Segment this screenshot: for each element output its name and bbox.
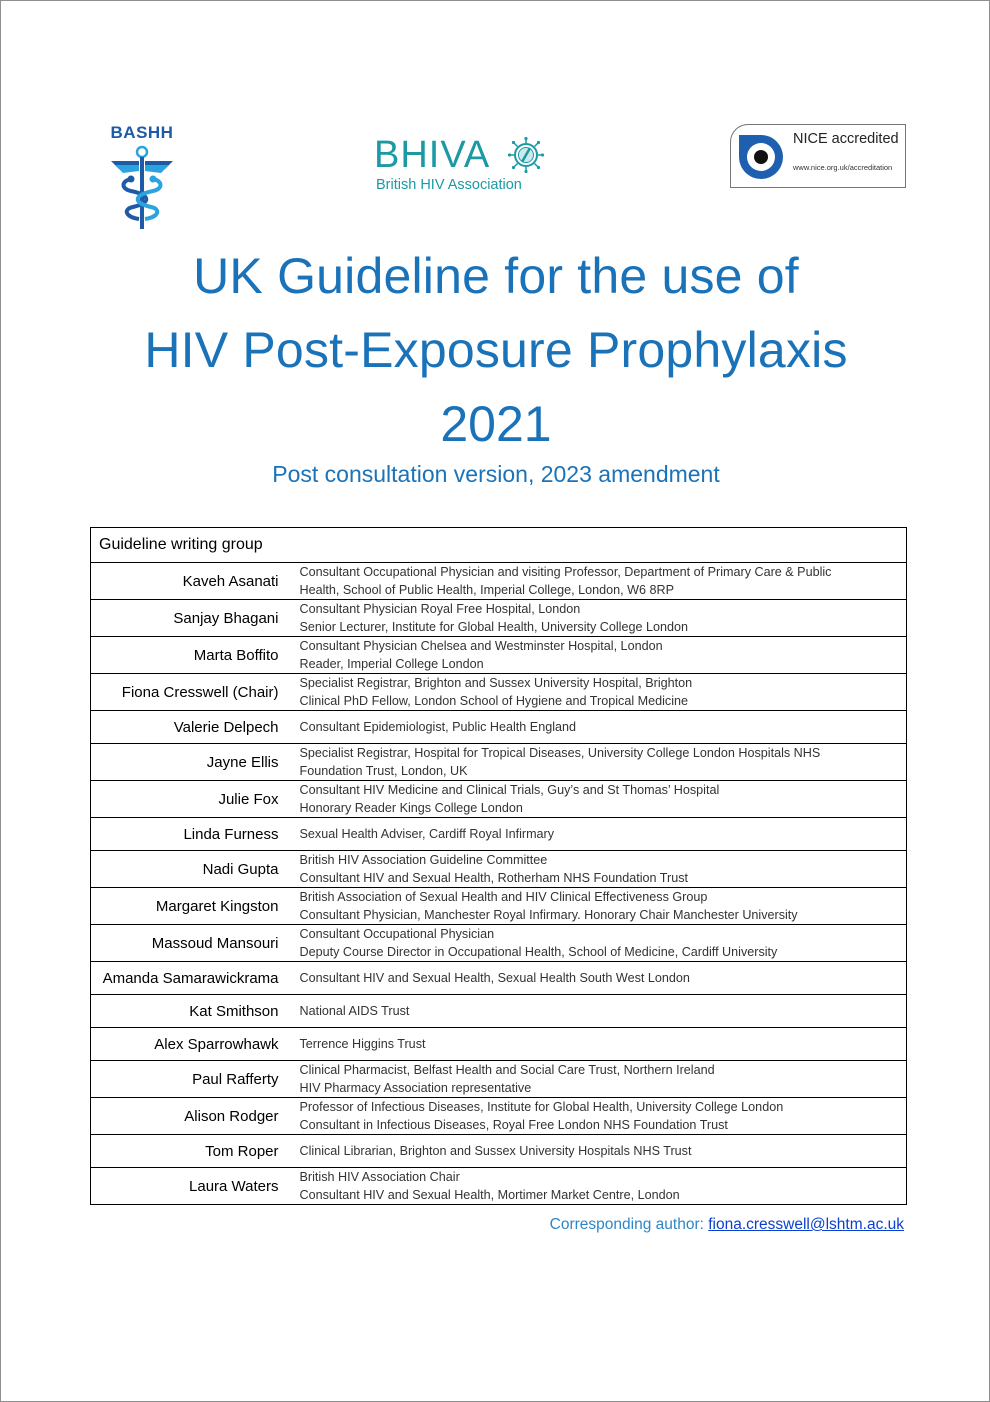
member-roles [288,1098,907,1135]
member-role-line: British HIV Association Guideline Committee [299,853,548,867]
member-role-line: Consultant in Infectious Diseases, Royal Free London NHS Foundation Trust [299,1118,728,1132]
caduceus-icon [109,145,175,229]
member-name: Kaveh Asanati [91,563,288,600]
member-name: Sanjay Bhagani [91,600,288,637]
member-name: Tom Roper [91,1135,288,1168]
table-row [91,962,907,995]
table-row [91,851,907,888]
member-roles [288,600,907,637]
bhiva-logo [374,135,549,197]
member-roles [288,818,907,851]
member-role-line: Terrence Higgins Trust [299,1037,426,1051]
member-role-line: Specialist Registrar, Hospital for Tropical Diseases, University College London Hospitals NHS [299,746,821,760]
member-role-line: Reader, Imperial College London [299,657,484,671]
table-row [91,1028,907,1061]
table-row [91,888,907,925]
member-role-line: National AIDS Trust [299,1004,410,1018]
member-role-line: Consultant HIV and Sexual Health, Sexual Health South West London [299,971,690,985]
member-role-line: Consultant Physician Royal Free Hospital, London [299,602,581,616]
member-roles [288,781,907,818]
member-name: Alex Sparrowhawk [91,1028,288,1061]
corresponding-author [550,1216,904,1234]
member-name: Margaret Kingston [91,888,288,925]
member-name: Valerie Delpech [91,711,288,744]
member-name: Alison Rodger [91,1098,288,1135]
table-row [91,818,907,851]
corresponding-author-email-link[interactable]: fiona.cresswell@lshtm.ac.uk [708,1216,904,1233]
member-role-line: Senior Lecturer, Institute for Global Health, University College London [299,620,689,634]
member-name: Jayne Ellis [91,744,288,781]
nice-eye-icon [737,133,785,181]
member-role-line: Foundation Trust, London, UK [299,764,468,778]
table-row [91,674,907,711]
member-roles [288,925,907,962]
page-title-line-2: HIV Post-Exposure Prophylaxis [144,322,848,378]
member-role-line: Professor of Infectious Diseases, Institute for Global Health, University College London [299,1100,784,1114]
table-row [91,1098,907,1135]
member-name: Laura Waters [91,1168,288,1205]
member-roles [288,637,907,674]
member-name: Paul Rafferty [91,1061,288,1098]
member-name: Julie Fox [91,781,288,818]
member-name: Amanda Samarawickrama [91,962,288,995]
table-row [91,600,907,637]
member-roles [288,1028,907,1061]
nice-url: www.nice.org.uk/accreditation [793,163,893,172]
member-role-line: Consultant Occupational Physician [299,927,495,941]
member-role-line: Deputy Course Director in Occupational Health, School of Medicine, Cardiff University [299,945,778,959]
table-row [91,1135,907,1168]
bhiva-logo-subtext: British HIV Association [376,177,522,193]
member-roles [288,888,907,925]
page-title-year: 2021 [440,396,552,452]
member-roles [288,1061,907,1098]
bhiva-logo-text: BHIVA [374,134,491,176]
member-name: Fiona Cresswell (Chair) [91,674,288,711]
bashh-logo-text: BASHH [110,123,174,142]
table-row [91,637,907,674]
member-role-line: Honorary Reader Kings College London [299,801,523,815]
table-row [91,563,907,600]
table-row [91,1168,907,1205]
table-row [91,711,907,744]
corresponding-author-label: Corresponding author: [549,1216,709,1233]
member-role-line: British Association of Sexual Health and HIV Clinical Effectiveness Group [299,890,708,904]
page-title-line-1: UK Guideline for the use of [193,248,799,304]
member-role-line: Specialist Registrar, Brighton and Sussex University Hospital, Brighton [299,676,693,690]
table-row [91,925,907,962]
virus-icon [508,137,544,173]
member-role-line: Clinical Librarian, Brighton and Sussex University Hospitals NHS Trust [299,1144,692,1158]
table-row [91,744,907,781]
table-row [91,995,907,1028]
member-role-line: Consultant Occupational Physician and visiting Professor, Department of Primary Care & Public [299,565,832,579]
member-name: Marta Boffito [91,637,288,674]
member-role-line: Consultant Epidemiologist, Public Health England [299,720,577,734]
member-role-line: Consultant HIV and Sexual Health, Rotherham NHS Foundation Trust [299,871,689,885]
table-header: Guideline writing group [91,528,907,563]
nice-title: NICE accredited [793,131,899,147]
member-name: Linda Furness [91,818,288,851]
member-roles [288,851,907,888]
bashh-logo [97,123,187,229]
member-name: Massoud Mansouri [91,925,288,962]
member-roles [288,674,907,711]
member-role-line: Clinical PhD Fellow, London School of Hygiene and Tropical Medicine [299,694,689,708]
member-role-line: Sexual Health Adviser, Cardiff Royal Infirmary [299,827,555,841]
member-role-line: Consultant HIV Medicine and Clinical Trials, Guy’s and St Thomas’ Hospital [299,783,720,797]
member-roles [288,1135,907,1168]
member-role-line: Health, School of Public Health, Imperial College, London, W6 8RP [299,583,675,597]
member-role-line: British HIV Association Chair [299,1170,460,1184]
member-role-line: Consultant Physician Chelsea and Westminster Hospital, London [299,639,663,653]
member-role-line: Consultant Physician, Manchester Royal Infirmary. Honorary Chair Manchester University [299,908,798,922]
member-name: Kat Smithson [91,995,288,1028]
member-roles [288,995,907,1028]
member-roles [288,962,907,995]
member-role-line: Consultant HIV and Sexual Health, Mortimer Market Centre, London [299,1188,680,1202]
writing-group-table [90,527,907,1205]
table-row [91,781,907,818]
member-role-line: Clinical Pharmacist, Belfast Health and Social Care Trust, Northern Ireland [299,1063,715,1077]
member-roles [288,711,907,744]
page-subtitle: Post consultation version, 2023 amendment [272,461,720,487]
member-roles [288,744,907,781]
member-role-line: HIV Pharmacy Association representative [299,1081,532,1095]
member-roles [288,1168,907,1205]
nice-accredited-logo [730,124,906,188]
member-roles [288,563,907,600]
member-name: Nadi Gupta [91,851,288,888]
table-row [91,1061,907,1098]
